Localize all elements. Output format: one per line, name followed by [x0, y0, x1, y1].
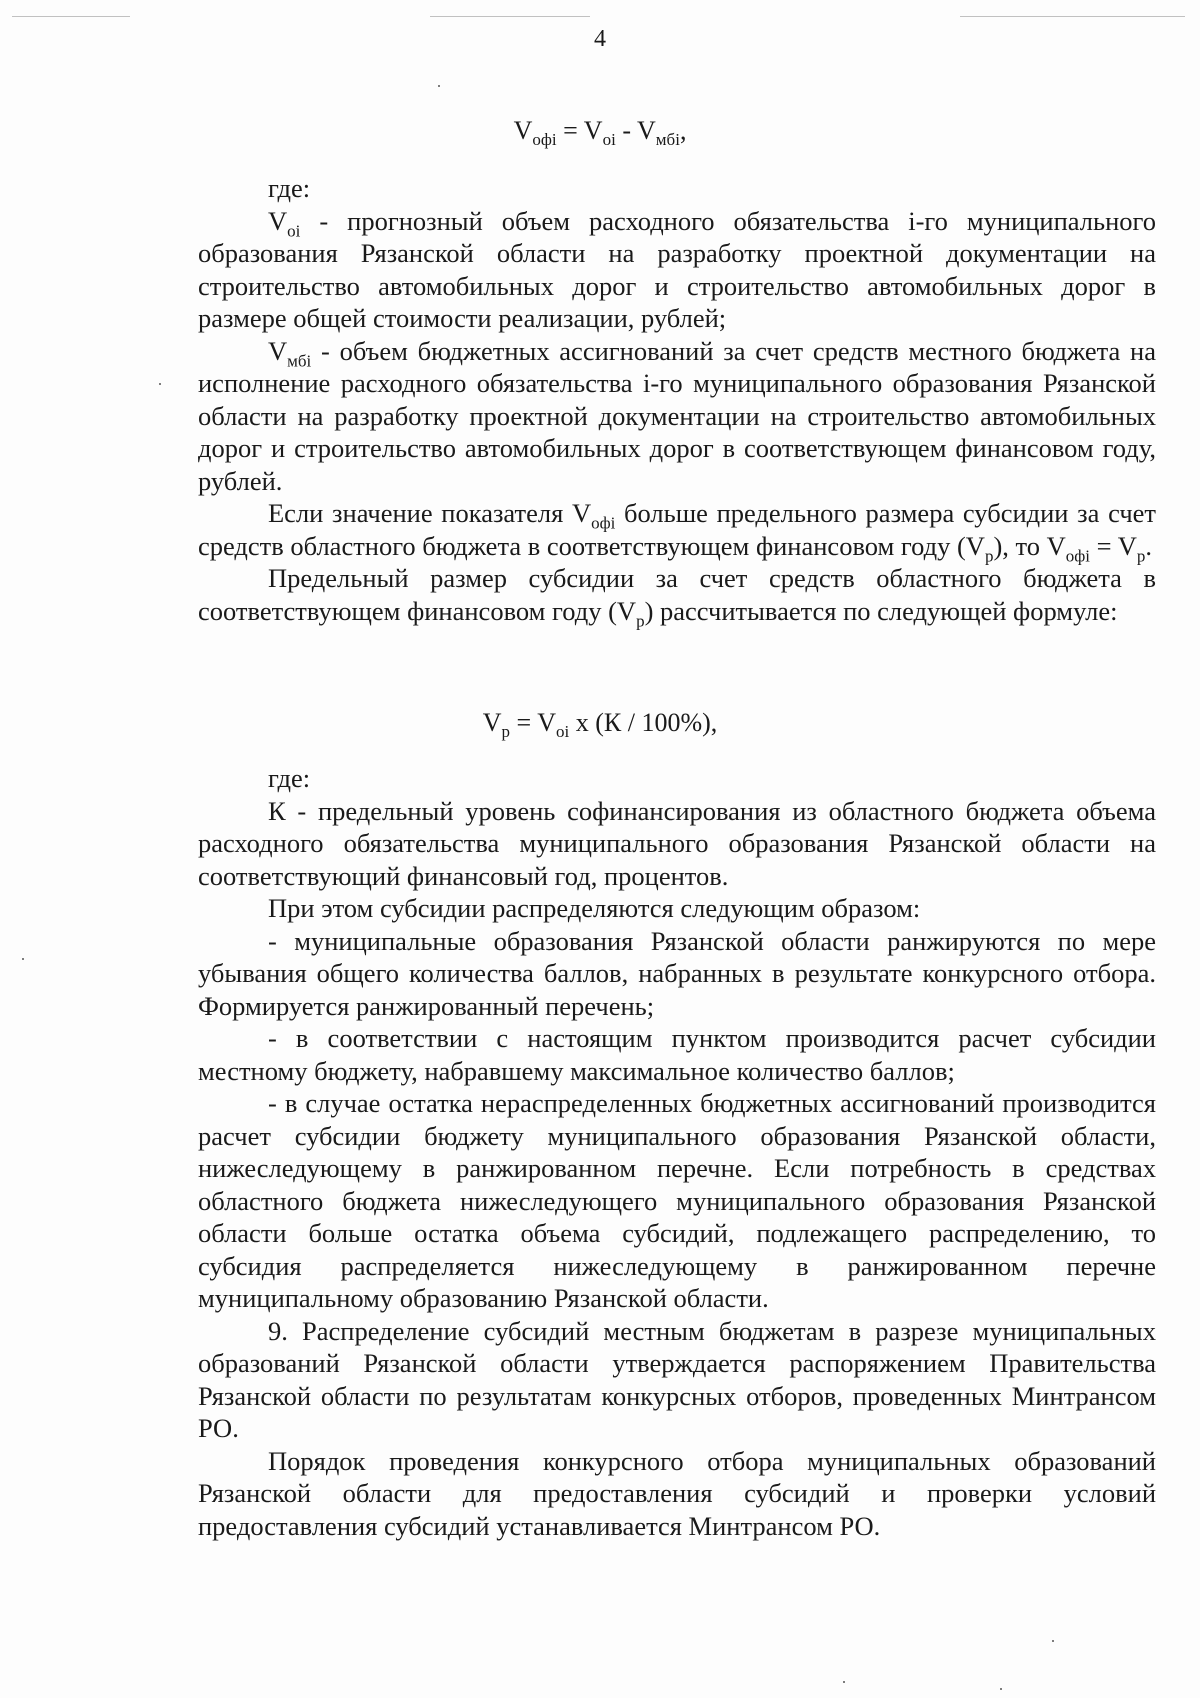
bullet-item: - в соответствии с настоящим пунктом производится расчет субсидии местному бюджету, набравшему максимальное количество баллов;: [198, 1023, 1156, 1086]
scan-speck: [159, 383, 161, 385]
scan-speck: [1052, 1640, 1054, 1642]
scan-edge-mark: [430, 16, 590, 17]
paragraph-procedure: Порядок проведения конкурсного отбора муниципальных образований Рязанской области для предоставления субсидий и проверки условий предоставления субсидий устанавливается Минтрансом РО.: [198, 1445, 1156, 1541]
scan-speck: [22, 958, 24, 960]
paragraph-limit: Предельный размер субсидии за счет средств областного бюджета в соответствующем финансовом году $(V_p)$ рассчитывается по следующей формуле:: [198, 563, 1156, 630]
bullet-item: - в случае остатка нераспределенных бюджетных ассигнований производится расчет субсидии бюджету муниципального образования Рязанской области, нижеследующему в ранжированном перечне. Если потребность в средствах областного бюджета нижеследующего муниципального образования Рязанской области больше остатка объема субсидий, подлежащего распределению, то субсидия распределяется нижеследующему в ранжированном перечне муниципальному образованию Рязанской области.: [198, 1088, 1156, 1313]
definition-vmbi: $V_{мбi}$ - объем бюджетных ассигнований за счет средств местного бюджета на исполнение расходного обязательства i-го муниципального образования Рязанской области на разработку проектной документации на строительство автомобильных дорог и строительство автомобильных дорог в соответствующем финансовом году, рублей.: [198, 335, 1156, 496]
page-number: 4: [594, 26, 606, 52]
bullet-item: - муниципальные образования Рязанской области ранжируются по мере убывания общего количества баллов, набранных в результате конкурсного отбора. Формируется ранжированный перечень;: [198, 925, 1156, 1021]
where-label: где:: [268, 763, 311, 793]
text-block-distribution: [198, 762, 1156, 1542]
definition-voi: $V_{oi}$ - прогнозный объем расходного обязательства i-го муниципального образования Рязанской области на разработку проектной документации на строительство автомобильных дорог и строительство автомобильных дорог в размере общей стоимости реализации, рублей;: [198, 205, 1156, 333]
scan-edge-mark: [960, 16, 1185, 17]
scan-edge-mark: [12, 16, 130, 17]
where-label: где:: [268, 173, 311, 203]
formula-v-p: $V_p = V_{oi}$ x (К / 100%),: [482, 708, 718, 742]
formula-v-ofi: $V_{офi} = V_{oi} - V_{мбi}$,: [513, 116, 687, 150]
distribution-intro: При этом субсидии распределяются следующим образом:: [268, 893, 921, 923]
paragraph-condition: Если значение показателя $V_{офi}$ больше предельного размера субсидии за счет средств областного бюджета в соответствующем финансовом году $(V_p)$, то $V_{офi} = V_p$.: [198, 498, 1156, 565]
scan-speck: [843, 1681, 845, 1683]
scan-speck: [438, 85, 440, 87]
text-block-definitions: [198, 172, 1156, 630]
definition-k: К - предельный уровень софинансирования из областного бюджета объема расходного обязательства муниципального образования Рязанской области на соответствующий финансовый год, процентов.: [198, 795, 1156, 891]
paragraph-9: 9. Распределение субсидий местным бюджетам в разрезе муниципальных образований Рязанской области утверждается распоряжением Правительства Рязанской области по результатам конкурсных отборов, проведенных Минтрансом РО.: [198, 1315, 1156, 1443]
scan-speck: [1000, 1688, 1002, 1690]
